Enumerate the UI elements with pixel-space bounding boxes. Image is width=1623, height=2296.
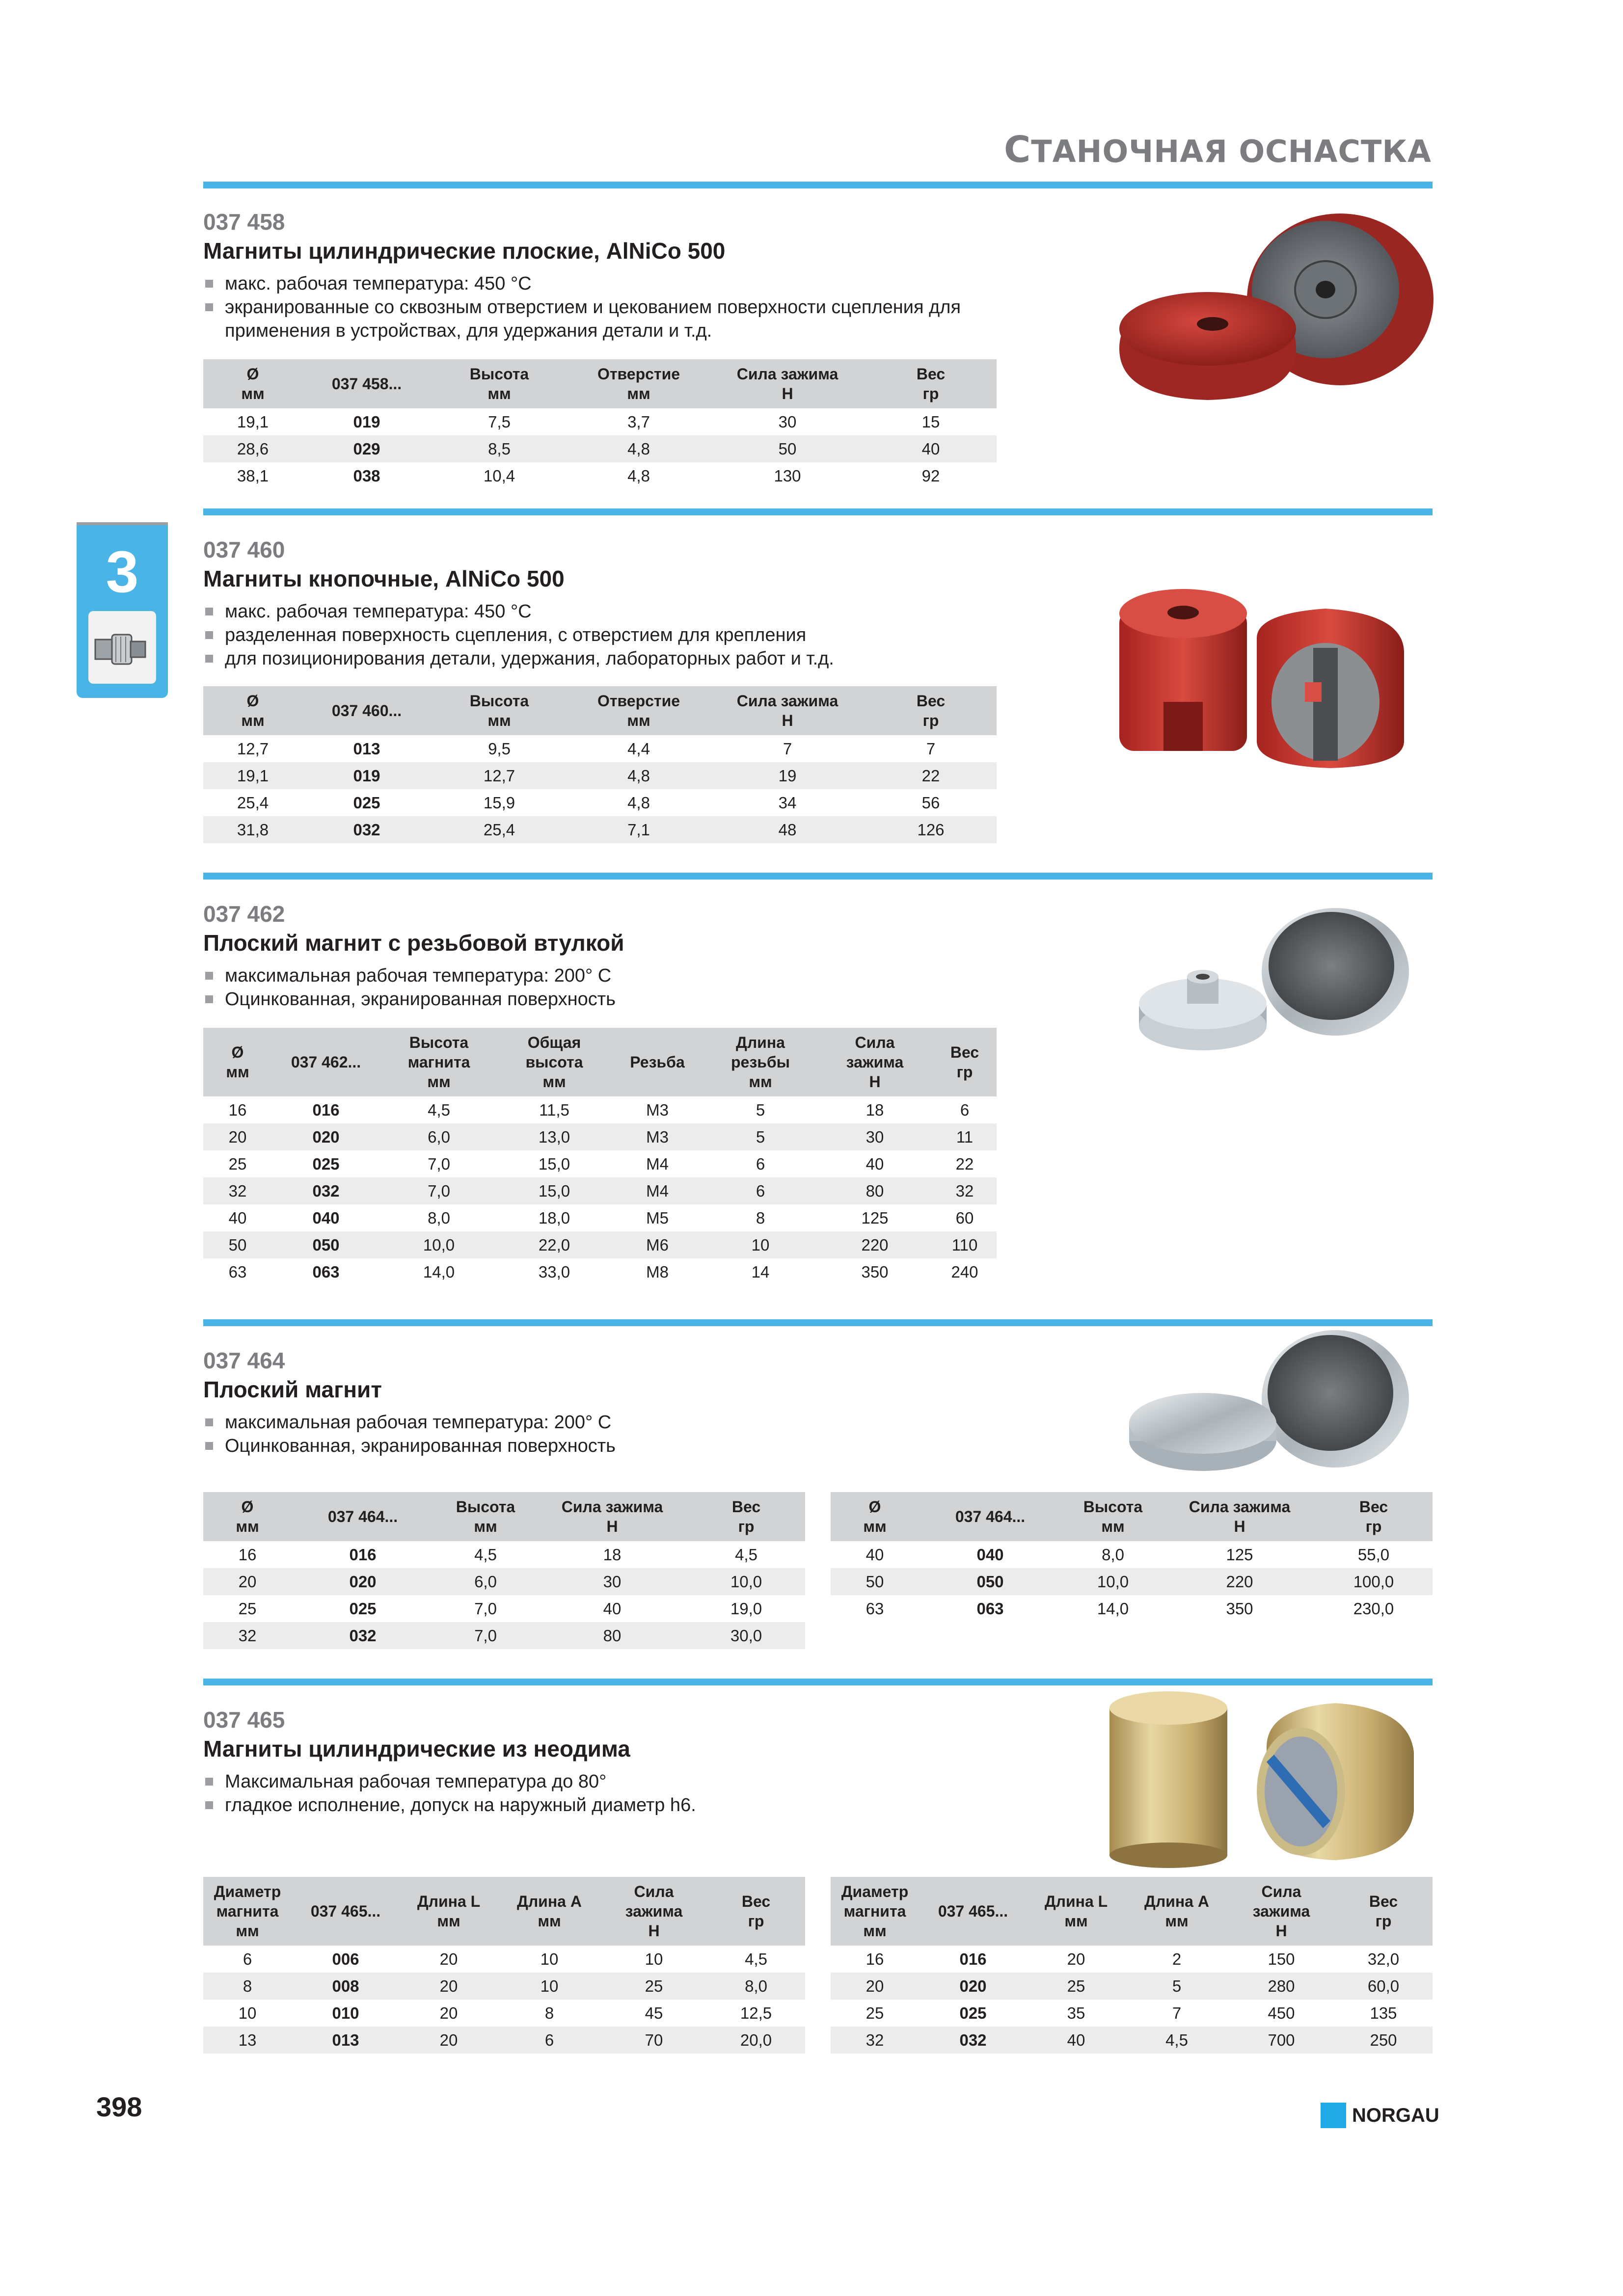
table-cell: 10,0 bbox=[687, 1568, 805, 1595]
feature-item: экранированные со сквозным отверстием и цекованием поверхности сцепления для применения в устройствах, для удержания детали и т.д. bbox=[203, 295, 1030, 343]
col-header-length-l: Длина L мм bbox=[1027, 1877, 1125, 1946]
table-cell: 10,0 bbox=[380, 1231, 498, 1258]
col-header-weight: Вес гр bbox=[1315, 1492, 1433, 1541]
table-cell: 18,0 bbox=[538, 1208, 570, 1227]
spec-table-037-464-right bbox=[831, 1492, 1433, 1622]
col-header-diameter: Ø мм bbox=[203, 359, 302, 408]
table-cell: 025 bbox=[353, 793, 380, 812]
table-cell: 20 bbox=[439, 1949, 458, 1968]
table-cell: 010 bbox=[332, 2003, 359, 2022]
table-cell: 008 bbox=[292, 1973, 400, 2000]
table-cell: 025 bbox=[312, 1154, 340, 1173]
col-header-total-height: Общая высота мм bbox=[498, 1028, 611, 1096]
table-cell: 4,5 bbox=[1125, 2027, 1228, 2054]
table-cell: M8 bbox=[646, 1262, 669, 1281]
table-cell: 050 bbox=[272, 1231, 380, 1258]
table-cell: 40 bbox=[1027, 2027, 1125, 2054]
table-cell: 11,5 bbox=[539, 1100, 569, 1119]
table-cell: 7,0 bbox=[428, 1154, 450, 1173]
col-header-length-a: Длина А мм bbox=[498, 1877, 601, 1946]
table-cell: 16 bbox=[238, 1545, 257, 1564]
table-cell: 22 bbox=[955, 1154, 974, 1173]
feature-item: максимальная рабочая температура: 200° С bbox=[203, 1411, 1030, 1434]
col-header-force: Сила зажима Н bbox=[1164, 1492, 1315, 1541]
table-cell: 6 bbox=[704, 1177, 817, 1204]
table-cell: 10 bbox=[645, 1949, 663, 1968]
col-header-diameter: Ø мм bbox=[203, 686, 302, 735]
table-row bbox=[203, 1946, 805, 1973]
table-cell: 6 bbox=[498, 2027, 601, 2054]
table-cell: 350 bbox=[1226, 1599, 1253, 1618]
table-cell: 20 bbox=[400, 1973, 498, 2000]
col-header-weight: Вес гр bbox=[687, 1492, 805, 1541]
col-header-height: Высота мм bbox=[1061, 1492, 1164, 1541]
table-cell: 8,0 bbox=[1102, 1545, 1124, 1564]
table-cell: 15,9 bbox=[483, 793, 515, 812]
table-cell: 33,0 bbox=[538, 1262, 570, 1281]
col-header-code: 037 464... bbox=[292, 1492, 434, 1541]
table-cell: 15,0 bbox=[538, 1154, 570, 1173]
table-row bbox=[203, 2000, 805, 2027]
col-header-hole: Отверстие мм bbox=[568, 686, 710, 735]
table-cell: 10,4 bbox=[483, 466, 515, 485]
table-cell: 063 bbox=[976, 1599, 1004, 1618]
table-cell: 019 bbox=[302, 762, 431, 789]
table-cell: 12,5 bbox=[740, 2003, 772, 2022]
table-row bbox=[203, 1231, 997, 1258]
table-cell: 7,0 bbox=[434, 1622, 537, 1649]
table-cell: 80 bbox=[817, 1177, 933, 1204]
product-title: Магниты цилиндрические плоские, AlNiCo 500 bbox=[203, 238, 726, 264]
table-cell: 22,0 bbox=[498, 1231, 611, 1258]
table-row bbox=[203, 1177, 997, 1204]
table-cell: 220 bbox=[1164, 1568, 1315, 1595]
table-cell: 150 bbox=[1268, 1949, 1295, 1968]
table-cell: 4,5 bbox=[745, 1949, 767, 1968]
table-cell: 025 bbox=[349, 1599, 377, 1618]
col-header-code: 037 465... bbox=[919, 1877, 1027, 1946]
product-title: Плоский магнит с резьбовой втулкой bbox=[203, 930, 624, 956]
table-cell: 9,5 bbox=[488, 739, 511, 758]
table-cell: 60 bbox=[955, 1208, 974, 1227]
table-cell: 8,5 bbox=[431, 435, 568, 462]
table-cell: M4 bbox=[611, 1177, 704, 1204]
table-cell: 56 bbox=[921, 793, 940, 812]
table-cell: 30,0 bbox=[687, 1622, 805, 1649]
table-cell: 25 bbox=[866, 2003, 884, 2022]
col-header-code: 037 465... bbox=[292, 1877, 400, 1946]
col-header-thread-length: Длина резьбы мм bbox=[704, 1028, 817, 1096]
feature-item: разделенная поверхность сцепления, с отверстием для крепления bbox=[203, 623, 1030, 647]
table-cell: 6 bbox=[243, 1949, 252, 1968]
col-header-weight: Вес гр bbox=[1334, 1877, 1433, 1946]
table-cell: 63 bbox=[866, 1599, 884, 1618]
table-cell: 125 bbox=[1226, 1545, 1253, 1564]
table-cell: 28,6 bbox=[203, 435, 302, 462]
table-cell: 22 bbox=[865, 762, 997, 789]
table-cell: 7,0 bbox=[380, 1177, 498, 1204]
chapter-icon bbox=[88, 611, 156, 684]
table-cell: 025 bbox=[959, 2003, 987, 2022]
table-cell: 4,5 bbox=[428, 1100, 450, 1119]
table-row bbox=[831, 1541, 1433, 1568]
table-cell: 30 bbox=[778, 412, 797, 431]
table-cell: 25 bbox=[228, 1154, 247, 1173]
table-cell: 4,8 bbox=[568, 762, 710, 789]
table-cell: M5 bbox=[646, 1208, 669, 1227]
table-cell: 6,0 bbox=[380, 1123, 498, 1150]
table-row bbox=[831, 1946, 1433, 1973]
col-header-length-a: Длина А мм bbox=[1125, 1877, 1228, 1946]
table-cell: 032 bbox=[272, 1177, 380, 1204]
chapter-number: 3 bbox=[106, 539, 139, 605]
table-cell: M4 bbox=[646, 1154, 669, 1173]
table-row bbox=[203, 1973, 805, 2000]
table-cell: 4,5 bbox=[474, 1545, 497, 1564]
feature-item: макс. рабочая температура: 450 °C bbox=[203, 272, 1030, 295]
col-header-code: 037 464... bbox=[919, 1492, 1061, 1541]
col-header-force: Сила зажима Н bbox=[1228, 1877, 1334, 1946]
article-number: 037 458 bbox=[203, 209, 285, 235]
table-cell: 25,4 bbox=[431, 816, 568, 843]
table-cell: 8 bbox=[544, 2003, 554, 2022]
table-cell: 8 bbox=[756, 1208, 765, 1227]
table-row bbox=[203, 1258, 997, 1285]
table-cell: 020 bbox=[292, 1568, 434, 1595]
table-row bbox=[203, 1150, 997, 1177]
table-cell: 19,1 bbox=[237, 412, 269, 431]
table-cell: 20,0 bbox=[707, 2027, 805, 2054]
table-cell: 032 bbox=[919, 2027, 1027, 2054]
table-cell: 7 bbox=[926, 739, 936, 758]
table-cell: 80 bbox=[537, 1622, 687, 1649]
table-cell: 20 bbox=[203, 1123, 272, 1150]
table-cell: 100,0 bbox=[1315, 1568, 1433, 1595]
table-cell: 40 bbox=[866, 1545, 884, 1564]
feature-item: максимальная рабочая температура: 200° С bbox=[203, 964, 1030, 988]
table-cell: 6,0 bbox=[434, 1568, 537, 1595]
table-cell: 8,0 bbox=[707, 1973, 805, 2000]
table-cell: 4,8 bbox=[568, 435, 710, 462]
table-cell: 450 bbox=[1268, 2003, 1295, 2022]
table-cell: 92 bbox=[921, 466, 940, 485]
feature-item: Максимальная рабочая температура до 80° bbox=[203, 1770, 1030, 1793]
spec-table-037-465-right bbox=[831, 1877, 1433, 2054]
col-header-diameter: Ø мм bbox=[203, 1028, 272, 1096]
table-cell: 40 bbox=[866, 1154, 884, 1173]
table-row bbox=[831, 2027, 1433, 2054]
table-cell: 3,7 bbox=[627, 412, 650, 431]
section-rule bbox=[203, 873, 1433, 880]
table-cell: 10 bbox=[704, 1231, 817, 1258]
table-cell: 240 bbox=[951, 1262, 978, 1281]
table-cell: 032 bbox=[302, 816, 431, 843]
table-cell: 45 bbox=[645, 2003, 663, 2022]
table-cell: M3 bbox=[646, 1100, 669, 1119]
table-cell: 40 bbox=[865, 435, 997, 462]
table-row bbox=[203, 1096, 997, 1123]
table-cell: 19,1 bbox=[203, 762, 302, 789]
table-cell: 019 bbox=[353, 412, 380, 431]
table-cell: 20 bbox=[400, 2027, 498, 2054]
table-cell: 12,7 bbox=[237, 739, 269, 758]
table-cell: 4,4 bbox=[627, 739, 650, 758]
product-image-pot-magnets-red bbox=[1109, 206, 1434, 412]
table-cell: 48 bbox=[710, 816, 865, 843]
table-cell: 34 bbox=[778, 793, 797, 812]
table-cell: 20 bbox=[203, 1568, 292, 1595]
table-cell: 6 bbox=[756, 1154, 765, 1173]
table-cell: 18 bbox=[866, 1100, 884, 1119]
article-number: 037 462 bbox=[203, 901, 285, 927]
table-cell: 19 bbox=[710, 762, 865, 789]
table-row bbox=[203, 2027, 805, 2054]
col-header-weight: Вес гр bbox=[865, 359, 997, 408]
table-cell: 50 bbox=[203, 1231, 272, 1258]
table-row bbox=[203, 1123, 997, 1150]
table-cell: 2 bbox=[1172, 1949, 1182, 1968]
table-cell: 14,0 bbox=[1097, 1599, 1129, 1618]
product-image-threaded-magnets bbox=[1129, 903, 1414, 1060]
product-title: Магниты цилиндрические из неодима bbox=[203, 1736, 630, 1762]
table-cell: 5 bbox=[704, 1123, 817, 1150]
table-cell: 13 bbox=[203, 2027, 292, 2054]
col-header-diameter: Ø мм bbox=[203, 1492, 292, 1541]
table-cell: 6 bbox=[960, 1100, 970, 1119]
table-cell: 700 bbox=[1228, 2027, 1334, 2054]
table-row bbox=[203, 1622, 805, 1649]
col-header-height: Высота мм bbox=[431, 359, 568, 408]
col-header-height: Высота мм bbox=[431, 686, 568, 735]
spec-table-037-462 bbox=[203, 1028, 997, 1285]
table-cell: 10 bbox=[540, 1949, 559, 1968]
table-cell: 050 bbox=[919, 1568, 1061, 1595]
table-cell: 029 bbox=[302, 435, 431, 462]
table-cell: 30 bbox=[537, 1568, 687, 1595]
table-cell: 20 bbox=[439, 2003, 458, 2022]
table-cell: 30 bbox=[817, 1123, 933, 1150]
table-row bbox=[203, 435, 997, 462]
product-image-flat-magnets bbox=[1119, 1325, 1419, 1482]
table-cell: 25,4 bbox=[237, 793, 269, 812]
feature-item: Оцинкованная, экранированная поверхность bbox=[203, 988, 1030, 1011]
col-header-force: Сила зажима Н bbox=[537, 1492, 687, 1541]
table-cell: 50 bbox=[831, 1568, 919, 1595]
table-cell: 15 bbox=[921, 412, 940, 431]
table-cell: 20 bbox=[831, 1973, 919, 2000]
table-cell: 8,0 bbox=[428, 1208, 450, 1227]
col-header-diameter: Диаметр магнита мм bbox=[203, 1877, 292, 1946]
table-cell: 020 bbox=[272, 1123, 380, 1150]
product-image-button-magnets bbox=[1109, 579, 1424, 775]
section-rule bbox=[203, 508, 1433, 515]
table-cell: 15,0 bbox=[498, 1177, 611, 1204]
feature-item: для позиционирования детали, удержания, лабораторных работ и т.д. bbox=[203, 647, 1030, 670]
table-cell: 020 bbox=[919, 1973, 1027, 2000]
table-cell: 32 bbox=[203, 1622, 292, 1649]
table-row bbox=[203, 762, 997, 789]
col-header-force: Сила зажима Н bbox=[817, 1028, 933, 1096]
table-row bbox=[831, 1973, 1433, 2000]
table-cell: 32 bbox=[203, 1177, 272, 1204]
feature-item: макс. рабочая температура: 450 °C bbox=[203, 600, 1030, 623]
table-cell: 19,0 bbox=[730, 1599, 762, 1618]
table-cell: 14 bbox=[751, 1262, 770, 1281]
table-row bbox=[203, 1204, 997, 1231]
table-cell: 13,0 bbox=[498, 1123, 611, 1150]
col-header-force: Сила зажима Н bbox=[710, 359, 865, 408]
table-row bbox=[203, 1541, 805, 1568]
table-cell: 25 bbox=[1027, 1973, 1125, 2000]
table-cell: 7 bbox=[783, 739, 792, 758]
table-cell: 25 bbox=[238, 1599, 257, 1618]
table-row bbox=[831, 1595, 1433, 1622]
col-header-magnet-height: Высота магнита мм bbox=[380, 1028, 498, 1096]
spec-table-037-464-left bbox=[203, 1492, 805, 1649]
table-cell: 55,0 bbox=[1357, 1545, 1390, 1564]
col-header-height: Высота мм bbox=[434, 1492, 537, 1541]
brand-name: NORGAU bbox=[1352, 2104, 1439, 2126]
table-cell: 10 bbox=[238, 2003, 257, 2022]
table-row bbox=[203, 1595, 805, 1622]
table-cell: 250 bbox=[1334, 2027, 1433, 2054]
col-header-code: 037 460... bbox=[302, 686, 431, 735]
col-header-hole: Отверстие мм bbox=[568, 359, 710, 408]
table-cell: 135 bbox=[1370, 2003, 1397, 2022]
table-cell: 63 bbox=[228, 1262, 247, 1281]
table-cell: 220 bbox=[817, 1231, 933, 1258]
table-cell: 006 bbox=[332, 1949, 359, 1968]
col-header-weight: Вес гр bbox=[933, 1028, 997, 1096]
table-cell: 32,0 bbox=[1367, 1949, 1400, 1968]
table-cell: 5 bbox=[756, 1100, 765, 1119]
table-cell: 4,8 bbox=[627, 793, 650, 812]
col-header-diameter: Диаметр магнита мм bbox=[831, 1877, 919, 1946]
product-title: Плоский магнит bbox=[203, 1377, 382, 1402]
table-cell: 31,8 bbox=[203, 816, 302, 843]
table-cell: 110 bbox=[933, 1231, 997, 1258]
table-cell: 5 bbox=[1125, 1973, 1228, 2000]
table-cell: 7,5 bbox=[488, 412, 511, 431]
table-cell: 10,0 bbox=[1061, 1568, 1164, 1595]
col-header-weight: Вес гр bbox=[707, 1877, 805, 1946]
table-cell: 230,0 bbox=[1353, 1599, 1394, 1618]
section-rule bbox=[203, 182, 1433, 188]
table-cell: 016 bbox=[312, 1100, 340, 1119]
article-number: 037 464 bbox=[203, 1348, 285, 1373]
table-cell: 126 bbox=[865, 816, 997, 843]
table-cell: 016 bbox=[959, 1949, 987, 1968]
table-row bbox=[203, 462, 997, 489]
table-row bbox=[831, 1568, 1433, 1595]
table-cell: 013 bbox=[353, 739, 380, 758]
table-cell: 14,0 bbox=[423, 1262, 455, 1281]
table-cell: 016 bbox=[349, 1545, 377, 1564]
article-number: 037 460 bbox=[203, 537, 285, 562]
col-header-thread: Резьба bbox=[611, 1028, 704, 1096]
table-cell: 16 bbox=[228, 1100, 247, 1119]
table-cell: 50 bbox=[710, 435, 865, 462]
col-header-code: 037 458... bbox=[302, 359, 431, 408]
table-cell: 280 bbox=[1228, 1973, 1334, 2000]
section-rule bbox=[203, 1679, 1433, 1685]
col-header-weight: Вес гр bbox=[865, 686, 997, 735]
table-cell: 20 bbox=[1067, 1949, 1085, 1968]
table-cell: M3 bbox=[611, 1123, 704, 1150]
table-cell: 40 bbox=[603, 1599, 622, 1618]
brand-logo bbox=[1321, 2103, 1439, 2128]
table-cell: 063 bbox=[312, 1262, 340, 1281]
feature-item: Оцинкованная, экранированная поверхность bbox=[203, 1434, 1030, 1458]
table-cell: 7 bbox=[1172, 2003, 1182, 2022]
table-row bbox=[831, 2000, 1433, 2027]
page-header-title: СТАНОЧНАЯ ОСНАСТКА bbox=[1003, 129, 1432, 171]
col-header-force: Сила зажима Н bbox=[710, 686, 865, 735]
product-title: Магниты кнопочные, AlNiCo 500 bbox=[203, 566, 565, 591]
page-number: 398 bbox=[96, 2091, 142, 2122]
table-cell: 35 bbox=[1067, 2003, 1085, 2022]
table-cell: 70 bbox=[601, 2027, 707, 2054]
table-cell: 040 bbox=[312, 1208, 340, 1227]
table-cell: 038 bbox=[353, 466, 380, 485]
table-row bbox=[203, 408, 997, 435]
table-row bbox=[203, 789, 997, 816]
table-cell: 60,0 bbox=[1334, 1973, 1433, 2000]
col-header-code: 037 462... bbox=[272, 1028, 380, 1096]
table-cell: 8 bbox=[203, 1973, 292, 2000]
table-cell: 7,0 bbox=[474, 1599, 497, 1618]
table-cell: 32 bbox=[831, 2027, 919, 2054]
table-cell: 350 bbox=[861, 1262, 889, 1281]
spec-table-037-458 bbox=[203, 359, 997, 489]
table-cell: 4,5 bbox=[735, 1545, 757, 1564]
table-cell: 040 bbox=[976, 1545, 1004, 1564]
table-cell: 16 bbox=[866, 1949, 884, 1968]
article-number: 037 465 bbox=[203, 1707, 285, 1733]
table-cell: 32 bbox=[933, 1177, 997, 1204]
table-cell: 130 bbox=[774, 466, 801, 485]
col-header-force: Сила зажима Н bbox=[601, 1877, 707, 1946]
table-cell: 125 bbox=[861, 1208, 889, 1227]
table-row bbox=[203, 1568, 805, 1595]
table-cell: 7,1 bbox=[568, 816, 710, 843]
feature-item: гладкое исполнение, допуск на наружный диаметр h6. bbox=[203, 1793, 1030, 1817]
spec-table-037-460 bbox=[203, 686, 997, 843]
table-cell: 11 bbox=[933, 1123, 997, 1150]
table-cell: 18 bbox=[603, 1545, 622, 1564]
table-cell: 12,7 bbox=[431, 762, 568, 789]
col-header-length-l: Длина L мм bbox=[400, 1877, 498, 1946]
table-cell: 25 bbox=[601, 1973, 707, 2000]
brand-square-icon bbox=[1321, 2103, 1346, 2128]
chapter-tab[interactable] bbox=[77, 525, 168, 698]
table-cell: 40 bbox=[228, 1208, 247, 1227]
col-header-diameter: Ø мм bbox=[831, 1492, 919, 1541]
table-cell: 10 bbox=[498, 1973, 601, 2000]
product-image-neodymium-magnets bbox=[1105, 1688, 1424, 1870]
table-cell: 4,8 bbox=[627, 466, 650, 485]
table-row bbox=[203, 816, 997, 843]
table-cell: 032 bbox=[292, 1622, 434, 1649]
spec-table-037-465-left bbox=[203, 1877, 805, 2054]
table-cell: 013 bbox=[292, 2027, 400, 2054]
table-cell: 38,1 bbox=[237, 466, 269, 485]
table-row bbox=[203, 735, 997, 762]
table-cell: M6 bbox=[611, 1231, 704, 1258]
